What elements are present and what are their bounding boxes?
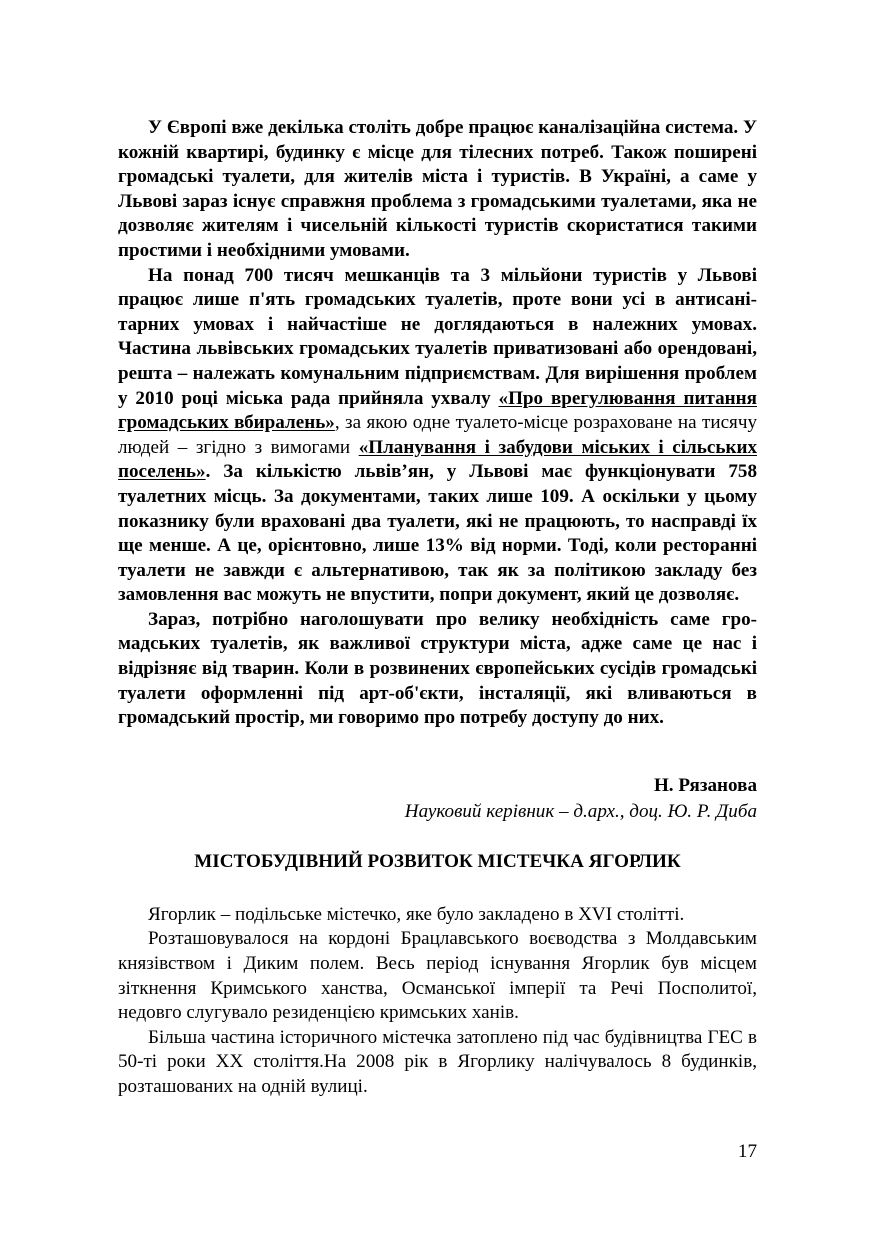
author-name: Н. Рязанова xyxy=(653,774,757,796)
article-yahorlyk xyxy=(118,903,757,1100)
paragraph-2-text-after: . За кількістю львів’ян, у Львові має функціонувати 758 туалетних місць. За документами, таких лише 109. А оскільки у цьому показнику були враховані два туалети, які не працюють, то насправді їх ще менше. А це, орієнтовно, лише 13% від норми. Тоді, коли ресторанні туалети не завжди є альтернативою, так як за політикою закладу без замовлення вас можуть не впустити, попри документ, який це дозволяє. xyxy=(118,461,757,606)
paragraph-6: Більша частина історичного містечка затоплено під час будівництва ГЕС в 50-ті роки XX століття.На 2008 рік в Ягорлику налічувалось 8 будинків, розташованих на одній вулиці. xyxy=(118,1026,757,1097)
paragraph-5: Розташовувалося на кордоні Брацлавського воєводства з Молдавським князівством і Диким полем. Весь період існування Ягорлик був місцем зіткнення Кримського ханства, Османської імперії та Речі Посполитої, недовго слугувало резиденцією кримських ханів. xyxy=(118,928,757,1024)
paragraph-1: У Європі вже декілька століть добре працює каналізаційна система. У кожній квартирі, будинку є місце для тілесних потреб. Також поширені громадські туалети, для жителів міста і туристів. В Україні, а саме у Львові зараз існує справжня проблема з громадськими туалетами, яка не дозволяє жителям і чисельній кількості туристів скористатися такими простими і необхідними умовами. xyxy=(118,117,757,261)
page-number: 17 xyxy=(737,1141,757,1162)
paragraph-4: Ягорлик – подільське містечко, яке було закладено в XVI столітті. xyxy=(148,903,685,925)
supervisor-line: Науковий керівник – д.арх., доц. Ю. Р. Диба xyxy=(404,800,757,822)
article-public-toilets xyxy=(118,116,757,731)
link-planning-norms[interactable]: «Планування і забудови міських і сільських поселень» xyxy=(118,436,757,483)
page-content xyxy=(118,116,757,1100)
link-regulation[interactable]: «Про врегулювання питання громадських вбиралень» xyxy=(118,387,757,434)
paragraph-2-text-middle: , за якою одне туалето-місце розраховане на тисячу людей – згідно з вимогами xyxy=(118,412,757,458)
paragraph-2-text-before: На понад 700 тисяч мешканців та 3 мільйони туристів у Львові працює лише п'ять громадських туалетів, проте вони усі в антисанітарних умовах і найчастіше не доглядаються в належних умовах. Частина львівських громадських туалетів приватизовані або орендовані, решта – належать комунальним підприємствам. Для вирішення проблем у 2010 році міська рада прийняла ухвалу xyxy=(118,264,757,409)
paragraph-3: Зараз, потрібно наголошувати про велику необхідність саме громадських туалетів, як важливої структури міста, адже саме це нас і відрізняє від тварин. Коли в розвинених європейських сусідів громадські туалети оформленні під арт-об'єкти, інсталяції, які вливаються в громадський простір, ми говоримо про потребу доступу до них. xyxy=(118,608,757,729)
article-title: МІСТОБУДІВНИЙ РОЗВИТОК МІСТЕЧКА ЯГОРЛИК xyxy=(194,850,681,872)
paragraph-2 xyxy=(118,264,757,608)
author-block xyxy=(118,773,757,825)
